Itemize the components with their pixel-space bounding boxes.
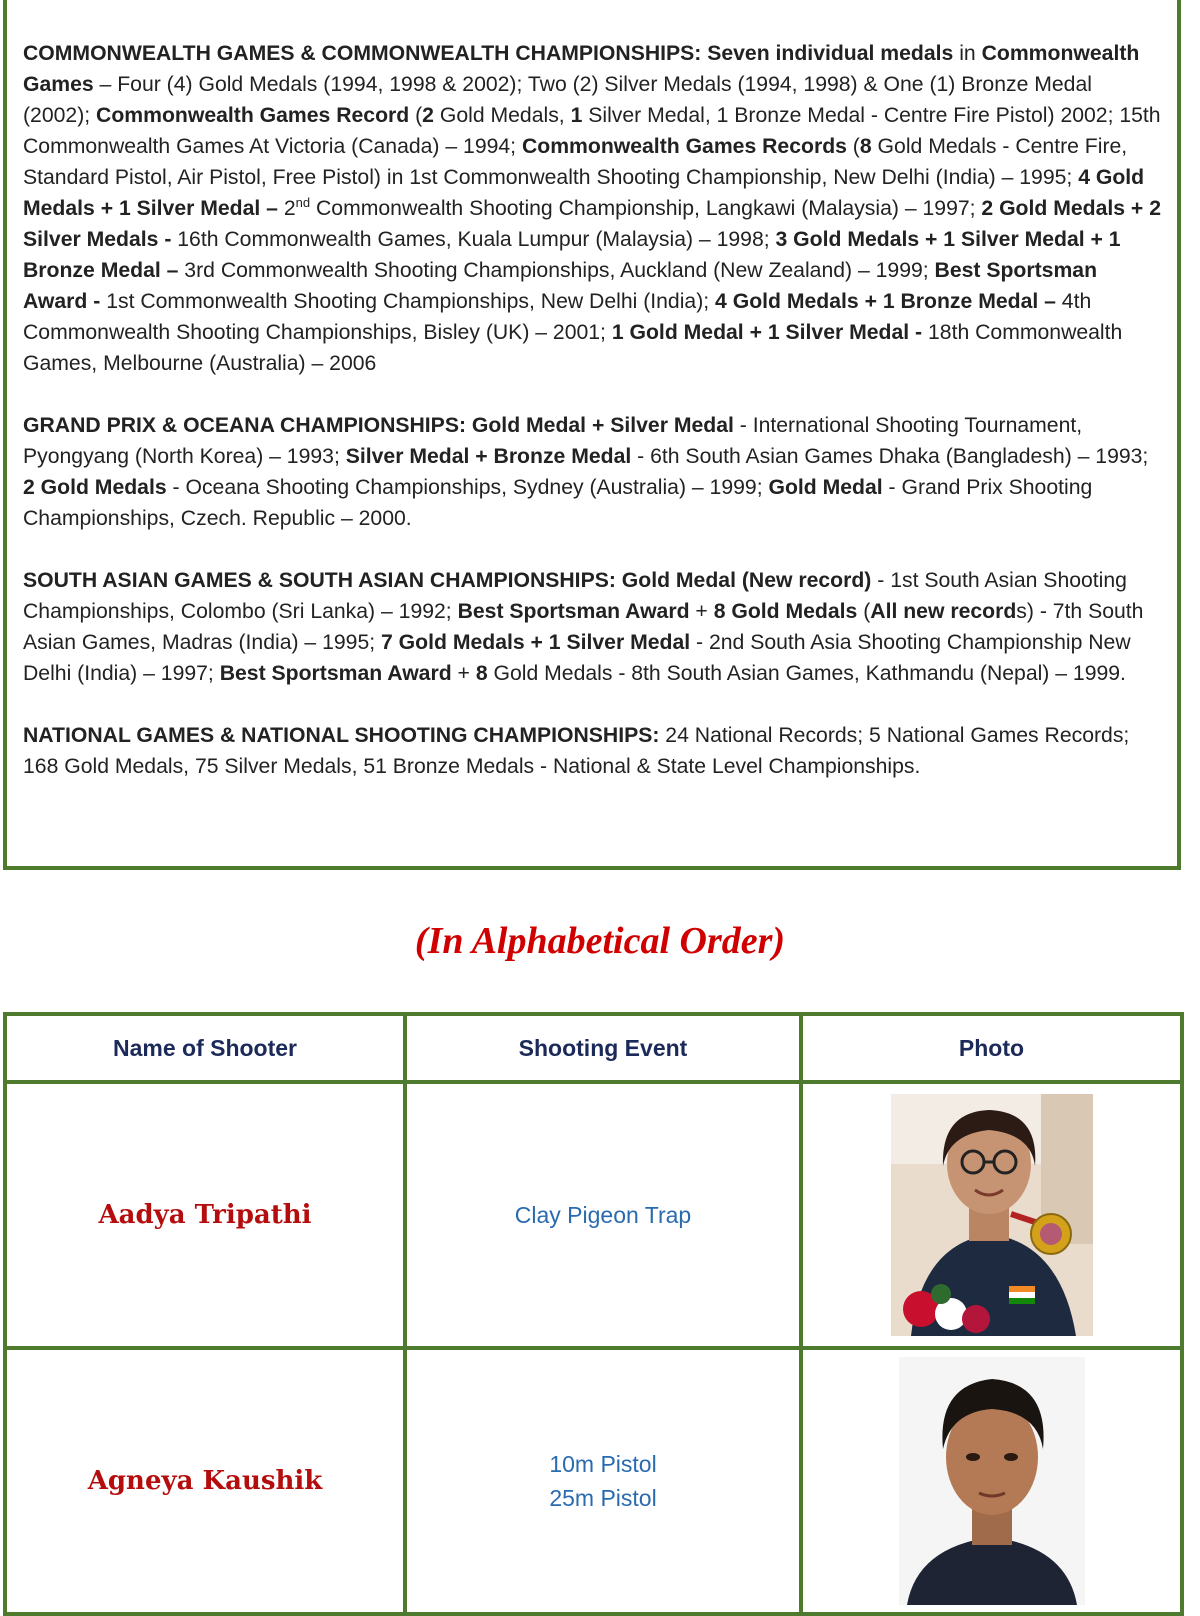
record-text: Silver Medal, 1 Bronze Medal - Centre Fire Pistol) 2002; 15th Commonwealth Games At Victoria (Canada) – 1994;	[23, 104, 1161, 158]
shooter-name-cell	[5, 1082, 405, 1348]
shooter-name: Agneya Kaushik	[87, 1466, 323, 1496]
record-text: - 1st South Asian Shooting Championships, Colombo (Sri Lanka) – 1992;	[23, 569, 1127, 623]
record-text: 3rd Commonwealth Shooting Championships, Auckland (New Zealand) – 1999;	[178, 259, 935, 282]
record-bold-text: 2	[422, 104, 434, 127]
table-row	[5, 1082, 1182, 1348]
portrait-photo-icon	[899, 1357, 1085, 1605]
record-text: +	[451, 662, 476, 685]
record-text: s) - 7th South Asian Games, Madras (India) – 1995;	[23, 600, 1144, 654]
table-row	[5, 1348, 1182, 1614]
shooter-name-cell	[5, 1348, 405, 1614]
record-text: Gold Medals - Centre Fire, Standard Pistol, Air Pistol, Free Pistol) in 1st Commonwealth Shooting Championship, New Delhi (India) – 1995;	[23, 135, 1128, 189]
record-paragraph	[23, 410, 1161, 534]
record-text: Gold Medals,	[433, 104, 571, 127]
shooting-event-cell	[405, 1348, 801, 1614]
record-bold-text: Best Sportsman Award	[219, 662, 452, 685]
shooting-event: Clay Pigeon Trap	[514, 1202, 692, 1228]
record-bold-text: All new record	[870, 600, 1017, 623]
photo-cell	[801, 1082, 1182, 1348]
record-text: 2	[277, 197, 296, 220]
record-bold-text: 1 Gold Medal + 1 Silver Medal -	[611, 321, 923, 344]
record-text: 4th Commonwealth Shooting Championships, Bisley (UK) – 2001;	[23, 290, 1092, 344]
portrait-medal-photo-icon	[891, 1094, 1093, 1336]
shooting-event: 10m Pistol	[549, 1451, 657, 1477]
record-text: (	[409, 104, 423, 127]
shooting-event-cell	[405, 1082, 801, 1348]
record-text: (	[846, 135, 860, 158]
record-bold-text: Commonwealth Games Record	[96, 104, 410, 127]
record-bold-text: Best Sportsman Award -	[23, 259, 1098, 313]
record-bold-text: 4 Gold Medals + 1 Bronze Medal –	[715, 290, 1056, 313]
shooter-name: Aadya Tripathi	[98, 1200, 312, 1230]
record-paragraph	[23, 565, 1161, 689]
record-text: (	[857, 600, 871, 623]
achievements-box	[3, 0, 1181, 870]
record-bold-text: 2 Gold Medals	[23, 476, 167, 499]
shooters-table	[3, 1012, 1184, 1616]
record-text: - 6th South Asian Games Dhaka (Bangladesh) – 1993;	[631, 445, 1149, 468]
header-name-of-shooter: Name of Shooter	[5, 1014, 405, 1082]
photo-cell	[801, 1348, 1182, 1614]
record-bold-text: 3 Gold Medals + 1 Silver Medal + 1 Bronze Medal –	[23, 228, 1121, 282]
record-bold-text: COMMONWEALTH GAMES & COMMONWEALTH CHAMPIONSHIPS: Seven individual medals	[23, 42, 954, 65]
record-text: – Four (4) Gold Medals (1994, 1998 & 2002); Two (2) Silver Medals (1994, 1998) & One (1) Bronze Medal (2002);	[23, 73, 1092, 127]
record-bold-text: GRAND PRIX & OCEANA CHAMPIONSHIPS: Gold Medal + Silver Medal	[23, 414, 734, 437]
record-text: Commonwealth Shooting Championship, Langkawi (Malaysia) – 1997;	[310, 197, 982, 220]
record-paragraph	[23, 38, 1161, 379]
record-paragraph	[23, 720, 1161, 782]
record-bold-text: Gold Medal	[768, 476, 883, 499]
record-bold-text: 2 Gold Medals + 2 Silver Medals -	[23, 197, 1161, 251]
record-bold-text: 8 Gold Medals	[713, 600, 858, 623]
record-bold-text: 8	[859, 135, 872, 158]
shooting-event: 25m Pistol	[549, 1485, 657, 1511]
record-bold-text: 4 Gold Medals + 1 Silver Medal –	[23, 166, 1145, 220]
record-bold-text: 8	[475, 662, 488, 685]
table-header-row	[5, 1014, 1182, 1082]
record-text: - Oceana Shooting Championships, Sydney (Australia) – 1999;	[166, 476, 769, 499]
header-shooting-event: Shooting Event	[405, 1014, 801, 1082]
header-photo: Photo	[801, 1014, 1182, 1082]
record-text: - Grand Prix Shooting Championships, Czech. Republic – 2000.	[23, 476, 1093, 530]
record-text: 18th Commonwealth Games, Melbourne (Australia) – 2006	[23, 321, 1123, 375]
record-text: Gold Medals - 8th South Asian Games, Kathmandu (Nepal) – 1999.	[487, 662, 1126, 685]
record-text: - 2nd South Asia Shooting Championship New Delhi (India) – 1997;	[23, 631, 1131, 685]
record-bold-text: Silver Medal + Bronze Medal	[345, 445, 632, 468]
section-heading: (In Alphabetical Order)	[414, 920, 786, 962]
record-bold-text: SOUTH ASIAN GAMES & SOUTH ASIAN CHAMPIONSHIPS: Gold Medal (New record)	[23, 569, 872, 592]
record-text: 1st Commonwealth Shooting Championships, New Delhi (India);	[100, 290, 716, 313]
record-bold-text: Best Sportsman Award	[457, 600, 690, 623]
record-bold-text: 7 Gold Medals + 1 Silver Medal	[381, 631, 691, 654]
record-bold-text: Commonwealth Games	[23, 42, 1140, 96]
record-bold-text: Commonwealth Games Records	[521, 135, 847, 158]
record-bold-text: 1	[570, 104, 583, 127]
record-text: 16th Commonwealth Games, Kuala Lumpur (Malaysia) – 1998;	[171, 228, 776, 251]
record-text: in	[953, 42, 982, 65]
record-superscript: nd	[295, 194, 311, 210]
record-text: - International Shooting Tournament, Pyongyang (North Korea) – 1993;	[23, 414, 1083, 468]
record-text: +	[689, 600, 714, 623]
record-bold-text: NATIONAL GAMES & NATIONAL SHOOTING CHAMPIONSHIPS:	[23, 724, 660, 747]
record-text: 24 National Records; 5 National Games Records; 168 Gold Medals, 75 Silver Medals, 51 Bronze Medals - National & State Level Championships.	[23, 724, 1130, 778]
